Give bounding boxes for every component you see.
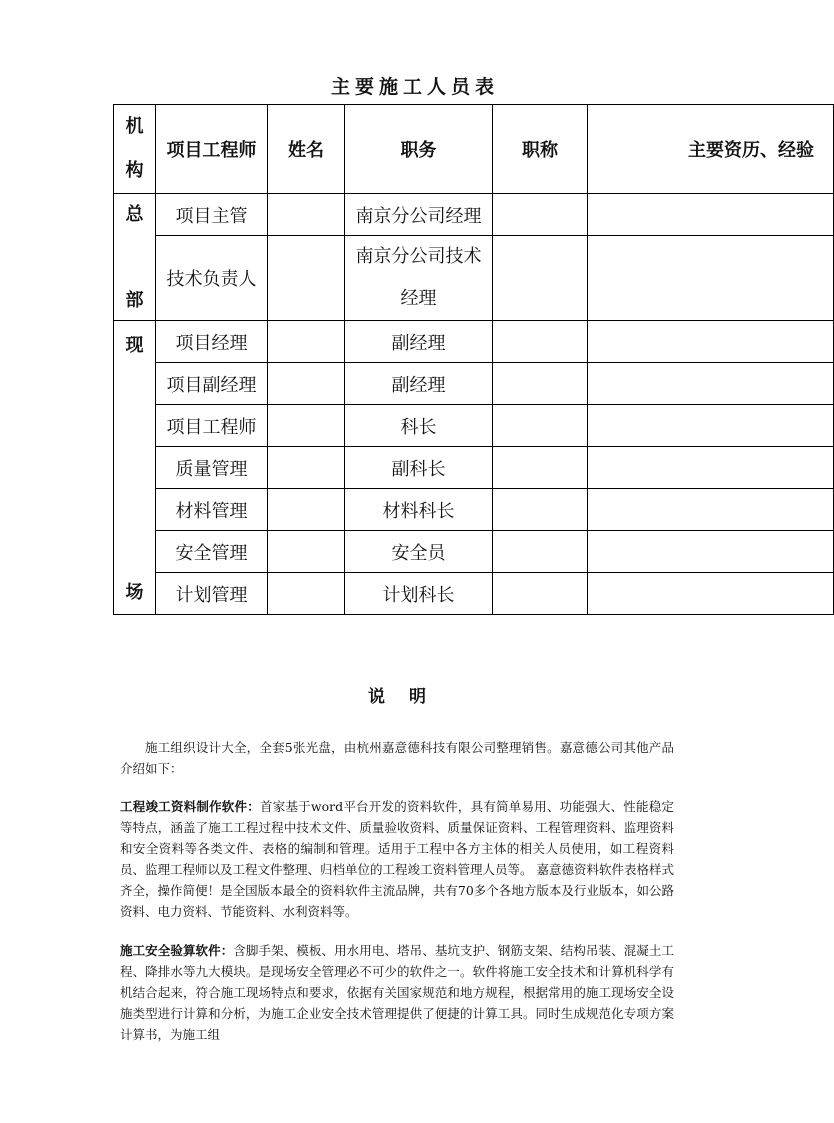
cell-experience <box>588 236 834 321</box>
cell-name <box>268 447 345 489</box>
table-row <box>114 447 834 489</box>
cell-role: 项目经理 <box>156 321 268 363</box>
header-position: 职务 <box>345 105 493 194</box>
cell-name <box>268 236 345 321</box>
cell-experience <box>588 321 834 363</box>
cell-position: 副经理 <box>345 321 493 363</box>
page-title: 主要施工人员表 <box>330 76 499 98</box>
table-row <box>114 489 834 531</box>
cell-title <box>493 405 588 447</box>
notes-intro: 施工组织设计大全，全套5张光盘，由杭州嘉意德科技有限公司整理销售。嘉意德公司其他产品介绍如下： <box>120 740 674 776</box>
cell-role: 项目工程师 <box>156 405 268 447</box>
cell-title <box>493 447 588 489</box>
cell-title <box>493 363 588 405</box>
cell-name <box>268 489 345 531</box>
cell-name <box>268 194 345 236</box>
group-site: 现 场 <box>114 321 156 615</box>
cell-name <box>268 573 345 615</box>
cell-position: 副经理 <box>345 363 493 405</box>
header-name: 姓名 <box>268 105 345 194</box>
cell-role: 材料管理 <box>156 489 268 531</box>
header-title: 职称 <box>493 105 588 194</box>
cell-name <box>268 321 345 363</box>
cell-name <box>268 405 345 447</box>
cell-experience <box>588 405 834 447</box>
docs-software-label: 工程竣工资料制作软件： <box>120 799 260 814</box>
cell-role: 安全管理 <box>156 531 268 573</box>
docs-software-text: 首家基于word平台开发的资料软件，具有简单易用、功能强大、性能稳定等特点，涵盖了施工工程过程中技术文件、质量验收资料、质量保证资料、工程管理资料、监理资料和安全资料等各类文件、表格的编制和管理。适用于工程中各方主体的相关人员使用，如工程资料员、监理工程师以及工程文件整理、归档单位的工程竣工资料管理人员等。 嘉意德资料软件表格样式齐全，操作简便！是全国版本最全的资料软件主流品牌，共有70多个各地方版本及行业版本，如公路资料、电力资料、节能资料、水利资料等。 <box>120 799 674 919</box>
cell-role: 计划管理 <box>156 573 268 615</box>
cell-title <box>493 531 588 573</box>
cell-experience <box>588 194 834 236</box>
cell-experience <box>588 447 834 489</box>
cell-position: 南京分公司技术 经理 <box>345 236 493 321</box>
header-experience: 主要资历、经验 <box>588 105 834 194</box>
header-org: 机 构 <box>114 105 156 194</box>
cell-experience <box>588 489 834 531</box>
cell-experience <box>588 363 834 405</box>
table-row <box>114 321 834 363</box>
notes-paragraph-safety-software <box>120 940 674 1045</box>
cell-name <box>268 363 345 405</box>
table-row <box>114 363 834 405</box>
cell-position: 计划科长 <box>345 573 493 615</box>
cell-position: 副科长 <box>345 447 493 489</box>
table-header-row <box>114 105 834 194</box>
table-row <box>114 236 834 321</box>
cell-title <box>493 236 588 321</box>
cell-position: 科长 <box>345 405 493 447</box>
cell-title <box>493 573 588 615</box>
cell-position: 南京分公司经理 <box>345 194 493 236</box>
cell-position: 安全员 <box>345 531 493 573</box>
group-headquarters: 总 部 <box>114 194 156 321</box>
table-row <box>114 531 834 573</box>
cell-experience <box>588 573 834 615</box>
cell-experience <box>588 531 834 573</box>
staff-table <box>113 104 834 615</box>
safety-software-label: 施工安全验算软件： <box>120 943 234 958</box>
cell-title <box>493 321 588 363</box>
notes-heading: 说 明 <box>368 687 426 707</box>
cell-role: 项目副经理 <box>156 363 268 405</box>
safety-software-text: 含脚手架、模板、用水用电、塔吊、基坑支护、钢筋支架、结构吊装、混凝土工程、降排水等九大模块。是现场安全管理必不可少的软件之一。软件将施工安全技术和计算机科学有机结合起来，符合施工现场特点和要求，依据有关国家规范和地方规程，根据常用的施工现场安全设施类型进行计算和分析，为施工企业安全技术管理提供了便捷的计算工具。同时生成规范化专项方案计算书，为施工组 <box>120 943 674 1042</box>
table-row <box>114 194 834 236</box>
cell-role: 技术负责人 <box>156 236 268 321</box>
header-role: 项目工程师 <box>156 105 268 194</box>
cell-name <box>268 531 345 573</box>
cell-title <box>493 194 588 236</box>
notes-paragraph-docs-software <box>120 796 674 922</box>
cell-role: 项目主管 <box>156 194 268 236</box>
cell-title <box>493 489 588 531</box>
table-row <box>114 573 834 615</box>
table-row <box>114 405 834 447</box>
cell-position: 材料科长 <box>345 489 493 531</box>
cell-role: 质量管理 <box>156 447 268 489</box>
